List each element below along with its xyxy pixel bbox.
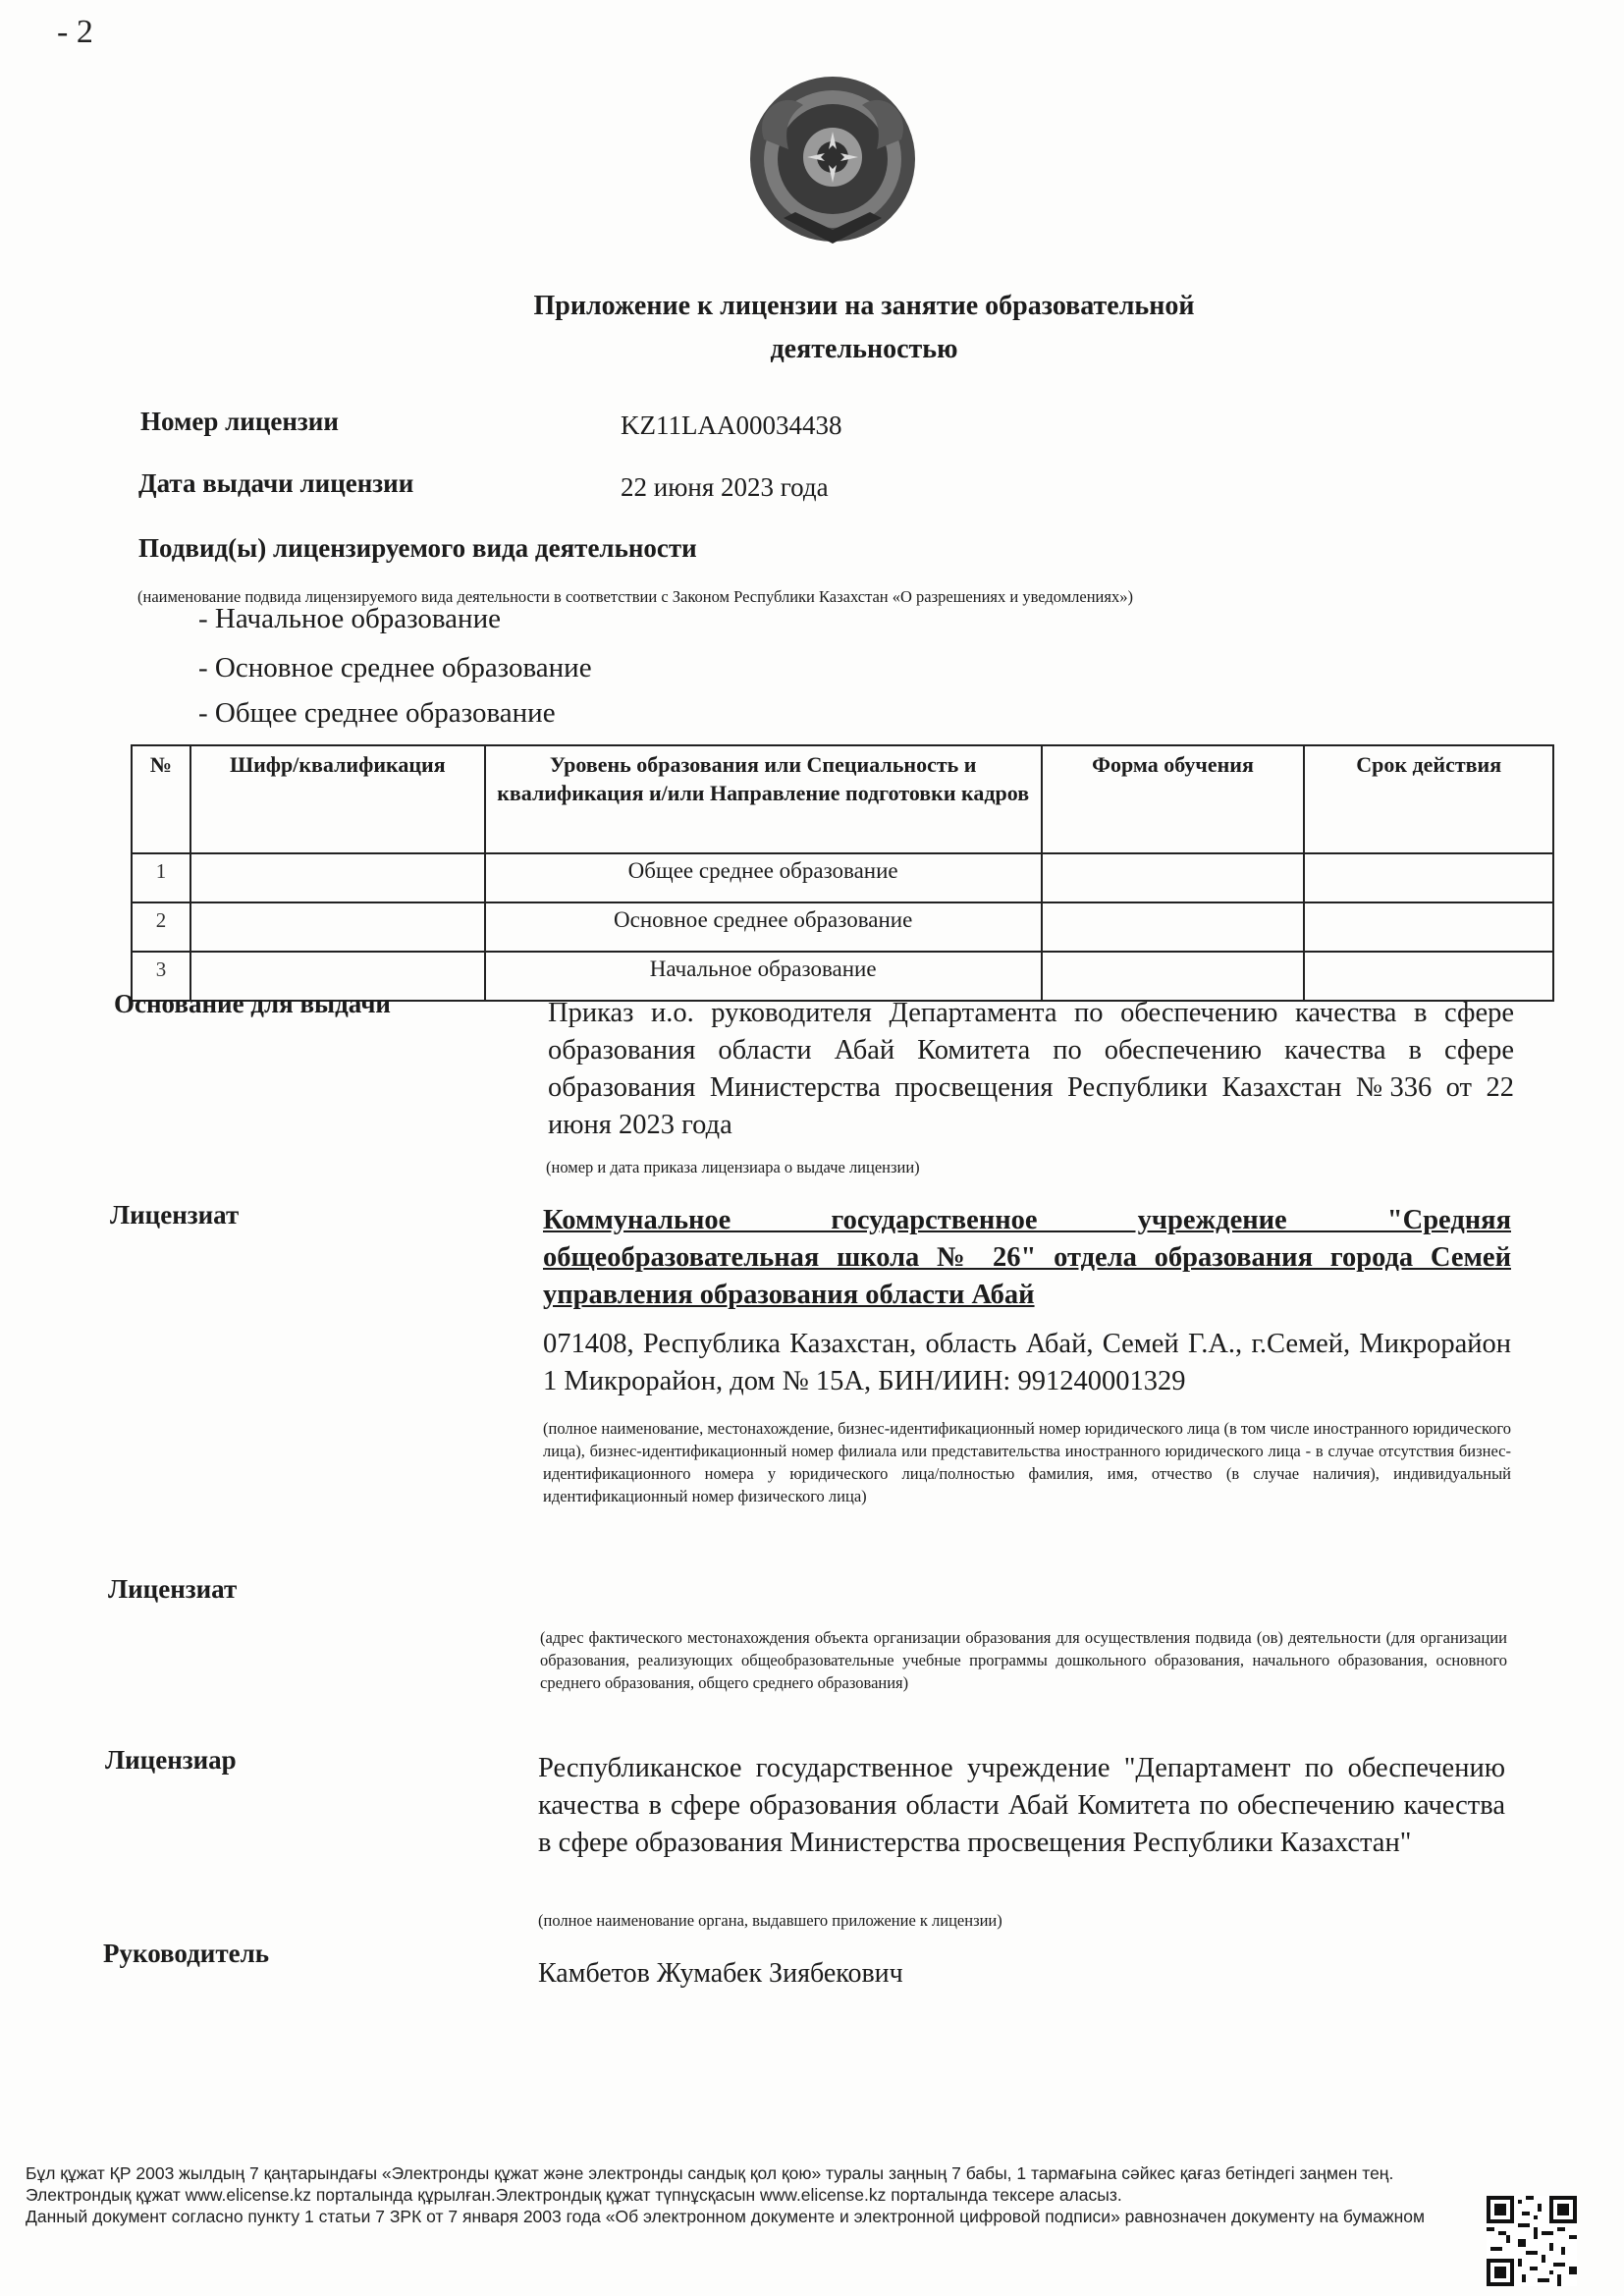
col-header-number: № — [132, 745, 190, 853]
subtype-item: - Начальное образование — [198, 603, 501, 634]
head-value: Камбетов Жумабек Зиябекович — [538, 1958, 903, 1989]
footer-line: Данный документ согласно пункту 1 статьи 7 ЗРК от 7 января 2003 года «Об электронном документе и электронной цифровой подписи» равнозначен документу на бумажном — [26, 2207, 1425, 2226]
page-number-mark: - 2 — [57, 14, 93, 50]
row-level: Начальное образование — [485, 952, 1042, 1001]
head-label: Руководитель — [103, 1939, 270, 1968]
licensee-site-label: Лицензиат — [108, 1574, 238, 1604]
row-number: 2 — [132, 902, 190, 952]
licensor-note: (полное наименование органа, выдавшего приложение к лицензии) — [538, 1911, 1002, 1930]
row-number: 3 — [132, 952, 190, 1001]
row-number: 1 — [132, 853, 190, 902]
license-number-value: KZ11LAA00034438 — [621, 410, 842, 440]
subtype-item: - Общее среднее образование — [198, 697, 556, 729]
licensor-value: Республиканское государственное учреждение "Департамент по обеспечению качества в сфере образования области Абай Комитета по обеспечению качества в сфере образования Министерства просвещения Республики Казахстан" — [538, 1753, 1505, 1858]
col-header-form: Форма обучения — [1042, 745, 1305, 853]
footer-line: Бұл құжат ҚР 2003 жылдың 7 қаңтарындағы «Электронды құжат және электронды сандық қол қою» туралы заңның 7 бабы, 1 тармағына сәйкес қағаз бетіндегі заңмен тең. — [26, 2163, 1394, 2183]
licensee-label: Лицензиат — [110, 1200, 240, 1230]
state-emblem-icon — [744, 71, 921, 247]
row-level: Общее среднее образование — [485, 853, 1042, 902]
licensor-label: Лицензиар — [105, 1745, 237, 1775]
basis-note: (номер и дата приказа лицензиара о выдаче лицензии) — [546, 1158, 920, 1176]
licensee-site-note: (адрес фактического местонахождения объекта организации образования для осуществления подвида (ов) деятельности (для организации образования, реализующих общеобразовательные учебные программы дошкольного образования, начального образования, основного среднего образования, общего среднего образования) — [540, 1628, 1507, 1692]
subtype-item: - Основное среднее образование — [198, 652, 592, 683]
basis-label: Основание для выдачи — [114, 989, 391, 1018]
license-number-label: Номер лицензии — [140, 407, 339, 436]
row-term — [1304, 952, 1553, 1001]
issue-date-label: Дата выдачи лицензии — [138, 468, 414, 498]
row-code — [190, 902, 485, 952]
licensee-name: Коммунальное государственное учреждение "Средняя общеобразовательная школа № 26" отдела образования города Семей управления образования области Абай — [543, 1205, 1511, 1310]
row-term — [1304, 853, 1553, 902]
table-row — [132, 853, 1553, 902]
license-table — [131, 744, 1554, 1002]
col-header-level: Уровень образования или Специальность и квалификация и/или Направление подготовки кадров — [485, 745, 1042, 853]
col-header-code: Шифр/квалификация — [190, 745, 485, 853]
table-row — [132, 902, 1553, 952]
table-header-row — [132, 745, 1553, 853]
licensee-address: 071408, Республика Казахстан, область Абай, Семей Г.А., г.Семей, Микрорайон 1 Микрорайон, дом № 15А, БИН/ИИН: 991240001329 — [543, 1329, 1511, 1396]
footer-disclaimer — [26, 2162, 1469, 2227]
row-level: Основное среднее образование — [485, 902, 1042, 952]
document-title: Приложение к лицензии на занятие образовательной деятельностью — [533, 291, 1195, 364]
licensee-note: (полное наименование, местонахождение, бизнес-идентификационный номер юридического лица (в том числе иностранного юридического лица), бизнес-идентификационный номер филиала или представительства иностранного юридического лица - в случае отсутствия бизнес-идентификационного номера у юридического лица/полностью фамилия, имя, отчество (в случае наличия), индивидуальный идентификационный номер физического лица) — [543, 1419, 1511, 1505]
issue-date-value: 22 июня 2023 года — [621, 472, 829, 502]
row-code — [190, 853, 485, 902]
col-header-term: Срок действия — [1304, 745, 1553, 853]
footer-line: Электрондық құжат www.elicense.kz порталында құрылған.Электрондық құжат түпнұсқасын www.elicense.kz порталында тексере аласыз. — [26, 2185, 1122, 2205]
row-form — [1042, 902, 1305, 952]
subtypes-label: Подвид(ы) лицензируемого вида деятельности — [138, 533, 697, 563]
qr-code-icon — [1487, 2196, 1577, 2286]
row-form — [1042, 853, 1305, 902]
subtypes-note: (наименование подвида лицензируемого вида деятельности в соответствии с Законом Республики Казахстан «О разрешениях и уведомлениях») — [137, 587, 1133, 606]
row-form — [1042, 952, 1305, 1001]
basis-value: Приказ и.о. руководителя Департамента по обеспечению качества в сфере образования области Абай Комитета по обеспечению качества в сфере образования Министерства просвещения Республики Казахстан №336 от 22 июня 2023 года — [548, 998, 1514, 1140]
row-term — [1304, 902, 1553, 952]
